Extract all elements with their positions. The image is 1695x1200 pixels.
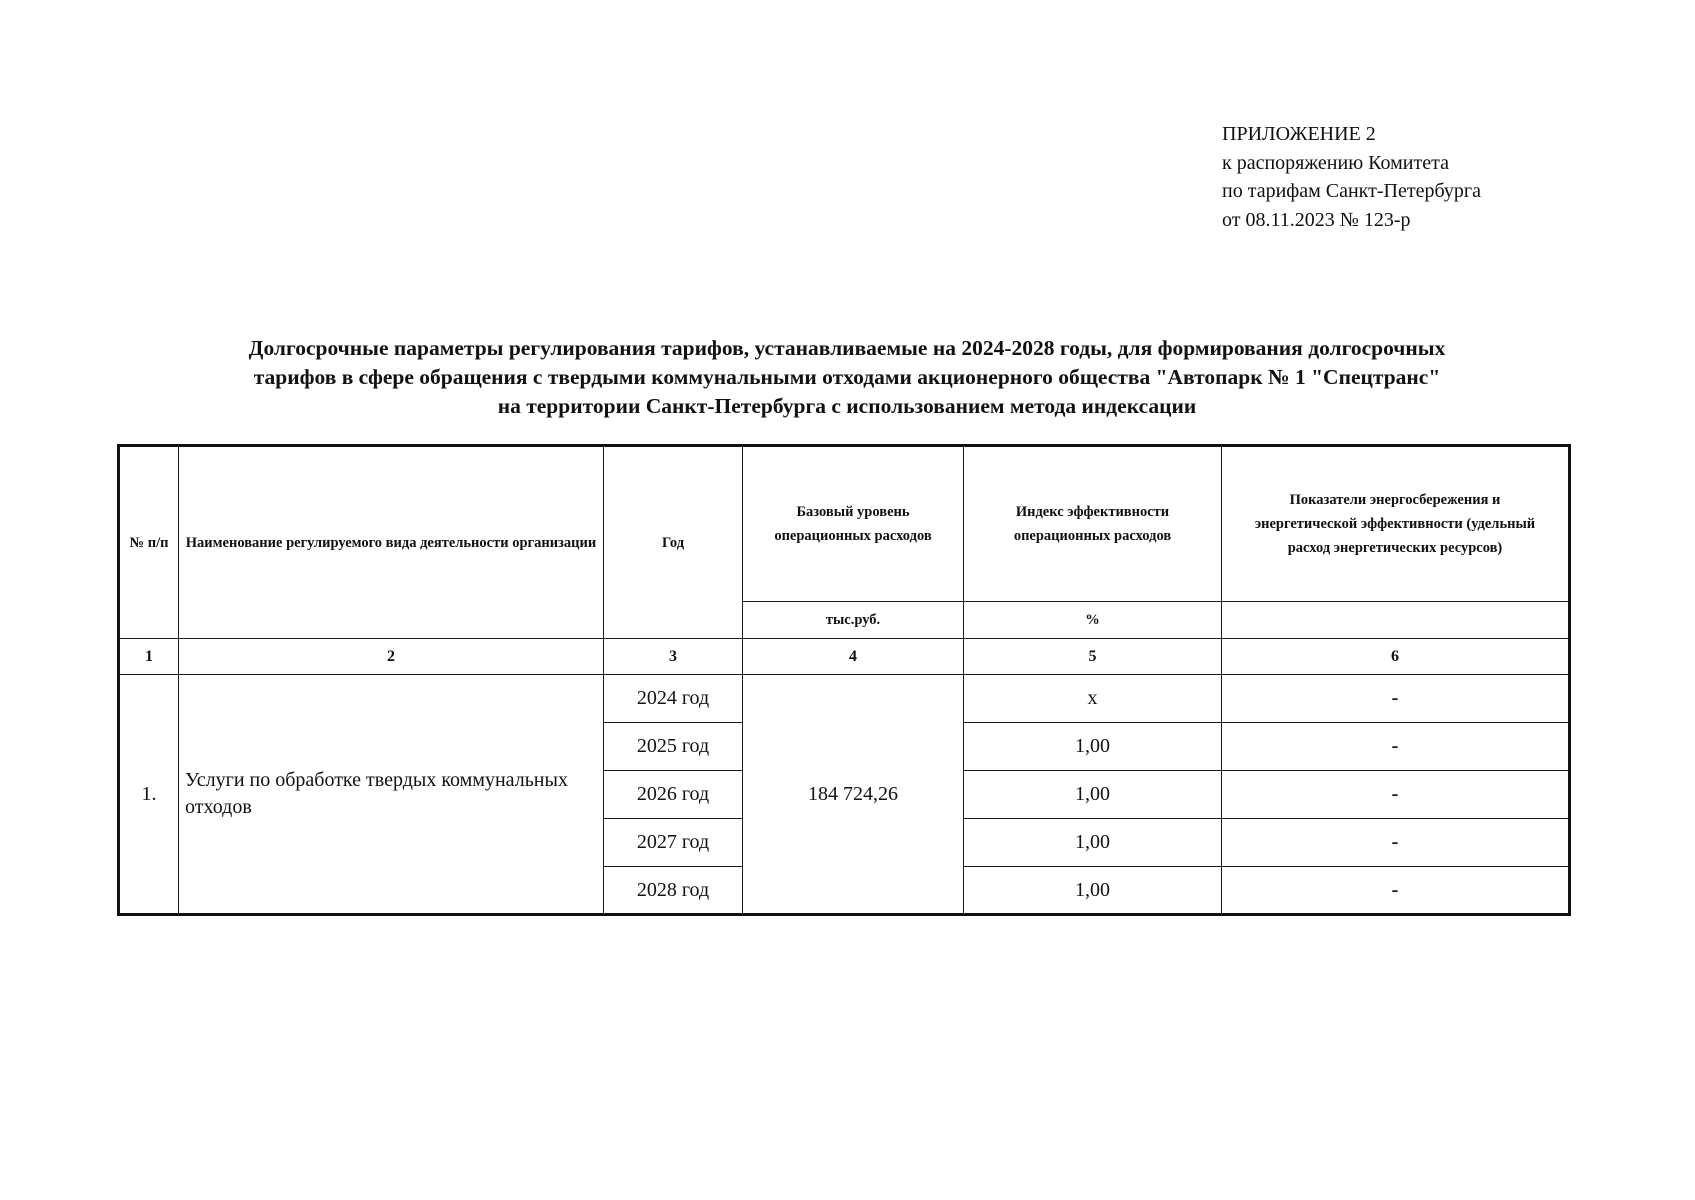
unit-base: тыс.руб. bbox=[743, 602, 964, 639]
column-number-2: 2 bbox=[179, 639, 604, 675]
column-number-5: 5 bbox=[964, 639, 1222, 675]
year-cell: 2025 год bbox=[604, 723, 743, 771]
appendix-order-line: к распоряжению Комитета bbox=[1222, 151, 1449, 174]
appendix-date-line: от 08.11.2023 № 123-р bbox=[1222, 208, 1411, 231]
column-number-1: 1 bbox=[119, 639, 179, 675]
column-number-4: 4 bbox=[743, 639, 964, 675]
index-cell: 1,00 bbox=[964, 819, 1222, 867]
year-cell: 2027 год bbox=[604, 819, 743, 867]
parameters-table bbox=[117, 444, 1571, 916]
year-cell: 2024 год bbox=[604, 675, 743, 723]
column-numbers-row bbox=[119, 639, 1570, 675]
index-cell: 1,00 bbox=[964, 867, 1222, 915]
energy-cell: - bbox=[1222, 723, 1570, 771]
energy-cell: - bbox=[1222, 867, 1570, 915]
appendix-label: ПРИЛОЖЕНИЕ 2 bbox=[1222, 123, 1376, 145]
table-row bbox=[119, 675, 1570, 723]
header-efficiency-index bbox=[964, 446, 1222, 602]
index-cell: 1,00 bbox=[964, 723, 1222, 771]
energy-cell: - bbox=[1222, 771, 1570, 819]
row-activity-name: Услуги по обработке твердых коммунальных отходов bbox=[179, 675, 604, 915]
unit-index: % bbox=[964, 602, 1222, 639]
table-header-row bbox=[119, 446, 1570, 602]
header-energy-indicators-text: Показатели энергосбережения и энергетической эффективности (удельный расход энергетических ресурсов) bbox=[1254, 492, 1536, 556]
row-number: 1. bbox=[119, 675, 179, 915]
document-title bbox=[118, 334, 1576, 421]
header-activity-name: Наименование регулируемого вида деятельности организации bbox=[179, 446, 604, 639]
header-efficiency-index-text: Индекс эффективности операционных расходов bbox=[1013, 504, 1172, 544]
unit-energy bbox=[1222, 602, 1570, 639]
title-line-2: тарифов в сфере обращения с твердыми коммунальными отходами акционерного общества "Автопарк № 1 "Спецтранс" bbox=[253, 365, 1441, 389]
energy-cell: - bbox=[1222, 675, 1570, 723]
header-energy-indicators bbox=[1222, 446, 1570, 602]
energy-cell: - bbox=[1222, 819, 1570, 867]
year-cell: 2028 год bbox=[604, 867, 743, 915]
header-year: Год bbox=[604, 446, 743, 639]
base-expenses-value: 184 724,26 bbox=[743, 675, 964, 915]
index-cell: 1,00 bbox=[964, 771, 1222, 819]
header-base-expenses-text: Базовый уровень операционных расходов bbox=[774, 504, 932, 544]
title-line-1: Долгосрочные параметры регулирования тарифов, устанавливаемые на 2024-2028 годы, для формирования долгосрочных bbox=[248, 336, 1446, 360]
year-cell: 2026 год bbox=[604, 771, 743, 819]
index-cell: х bbox=[964, 675, 1222, 723]
title-line-3: на территории Санкт-Петербурга с использованием метода индексации bbox=[497, 394, 1197, 418]
appendix-committee-line: по тарифам Санкт-Петербурга bbox=[1222, 180, 1481, 202]
column-number-6: 6 bbox=[1222, 639, 1570, 675]
header-base-expenses bbox=[743, 446, 964, 602]
header-num: № п/п bbox=[119, 446, 179, 639]
column-number-3: 3 bbox=[604, 639, 743, 675]
appendix-header bbox=[1222, 120, 1481, 234]
